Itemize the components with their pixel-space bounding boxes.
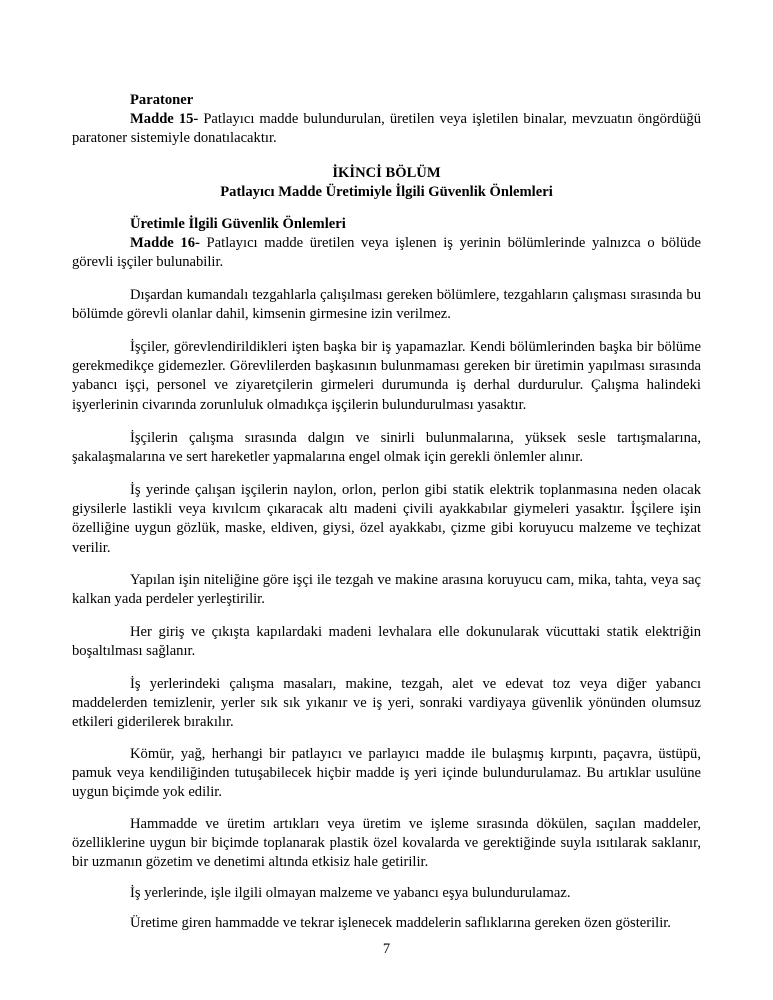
- paragraph: İş yerlerinde, işle ilgili olmayan malzeme ve yabancı eşya bulundurulamaz.: [130, 885, 571, 901]
- paragraph: Dışardan kumandalı tezgahlarla çalışılması gereken bölümlere, tezgahların çalışması sırasında bu bölümde görevli olanlar dahil, kimsenin girmesine izin verilmez.: [72, 287, 701, 323]
- section-heading-production-safety: Üretimle İlgili Güvenlik Önlemleri: [130, 216, 346, 232]
- article-15: [72, 110, 701, 148]
- paragraph: Üretime giren hammadde ve tekrar işlenecek maddelerin saflıklarına gereken özen gösterilir.: [130, 915, 671, 931]
- article-16-text: Patlayıcı madde üretilen veya işlenen iş yerinin bölümlerinde yalnızca o bölüde görevli işçiler bulunabilir.: [72, 235, 701, 271]
- article-16-label: Madde 16-: [130, 235, 200, 251]
- chapter-title: İKİNCİ BÖLÜM: [332, 165, 441, 181]
- article-16: [72, 234, 701, 272]
- paragraph: İşçilerin çalışma sırasında dalgın ve sinirli bulunmalarına, yüksek sesle tartışmalarına, şakalaşmalarına ve sert hareketler yapmalarına engel olmak için gerekli önlemler alınır.: [72, 430, 701, 466]
- article-15-label: Madde 15-: [130, 111, 199, 127]
- paragraph: Yapılan işin niteliğine göre işçi ile tezgah ve makine arasına koruyucu cam, mika, tahta, veya saç kalkan yada perdeler yerleştirilir.: [72, 572, 701, 608]
- article-15-text: Patlayıcı madde bulundurulan, üretilen veya işletilen binalar, mevzuatın öngördüğü paratoner sistemiyle donatılacaktır.: [72, 111, 701, 147]
- paragraph: Her giriş ve çıkışta kapılardaki madeni levhalara elle dokunularak vücuttaki statik elektriğin boşaltılması sağlanır.: [72, 624, 701, 660]
- paragraph: Kömür, yağ, herhangi bir patlayıcı ve parlayıcı madde ile bulaşmış kırpıntı, paçavra, üstüpü, pamuk veya kendiliğinden tutuşabilecek hiçbir madde iş yeri içinde bulundurulamaz. Bu artıklar usulüne uygun biçimde yok edilir.: [72, 746, 701, 801]
- section-heading-paratoner: Paratoner: [130, 92, 194, 108]
- paragraph: İş yerlerindeki çalışma masaları, makine, tezgah, alet ve edevat toz veya diğer yabancı maddelerden temizlenir, yerler sık sık yıkanır ve iş yeri, sonraki vardiyaya güvenlik yönünden olumsuz etkileri giderilerek bırakılır.: [72, 676, 701, 731]
- paragraph: İşçiler, görevlendirildikleri işten başka bir iş yapamazlar. Kendi bölümlerinden başka bir bölüme gerekmedikçe gidemezler. Görevlilerden başkasının bulunmaması gereken bir üretimin yapılması sırasında yabancı işçi, personel ve ziyaretçilerin girmeleri durumunda iş derhal durdurulur. Çalışma halindeki işyerlerinin civarında zorunluluk olmadıkça işçilerin bulundurulması yasaktır.: [72, 339, 701, 413]
- page-number: 7: [382, 941, 391, 957]
- chapter-subtitle: Patlayıcı Madde Üretimiyle İlgili Güvenlik Önlemleri: [220, 184, 553, 200]
- paragraph: İş yerinde çalışan işçilerin naylon, orlon, perlon gibi statik elektrik toplanmasına neden olacak giysilerle lastikli veya kıvılcım çıkaracak altı madeni çivili ayakkabılar giymeleri yasaktır. İşçilere işin özelliğine uygun gözlük, maske, eldiven, giysi, özel ayakkabı, çizme gibi koruyucu malzeme ve teçhizat verilir.: [72, 482, 701, 556]
- paragraph: Hammadde ve üretim artıkları veya üretim ve işleme sırasında dökülen, saçılan maddeler, özelliklerine uygun bir biçimde toplanarak plastik özel kovalarda ve gerektiğinde suyla ısıtılarak saklanır, bir uzmanın gözetim ve denetimi altında etkisiz hale getirilir.: [72, 816, 701, 871]
